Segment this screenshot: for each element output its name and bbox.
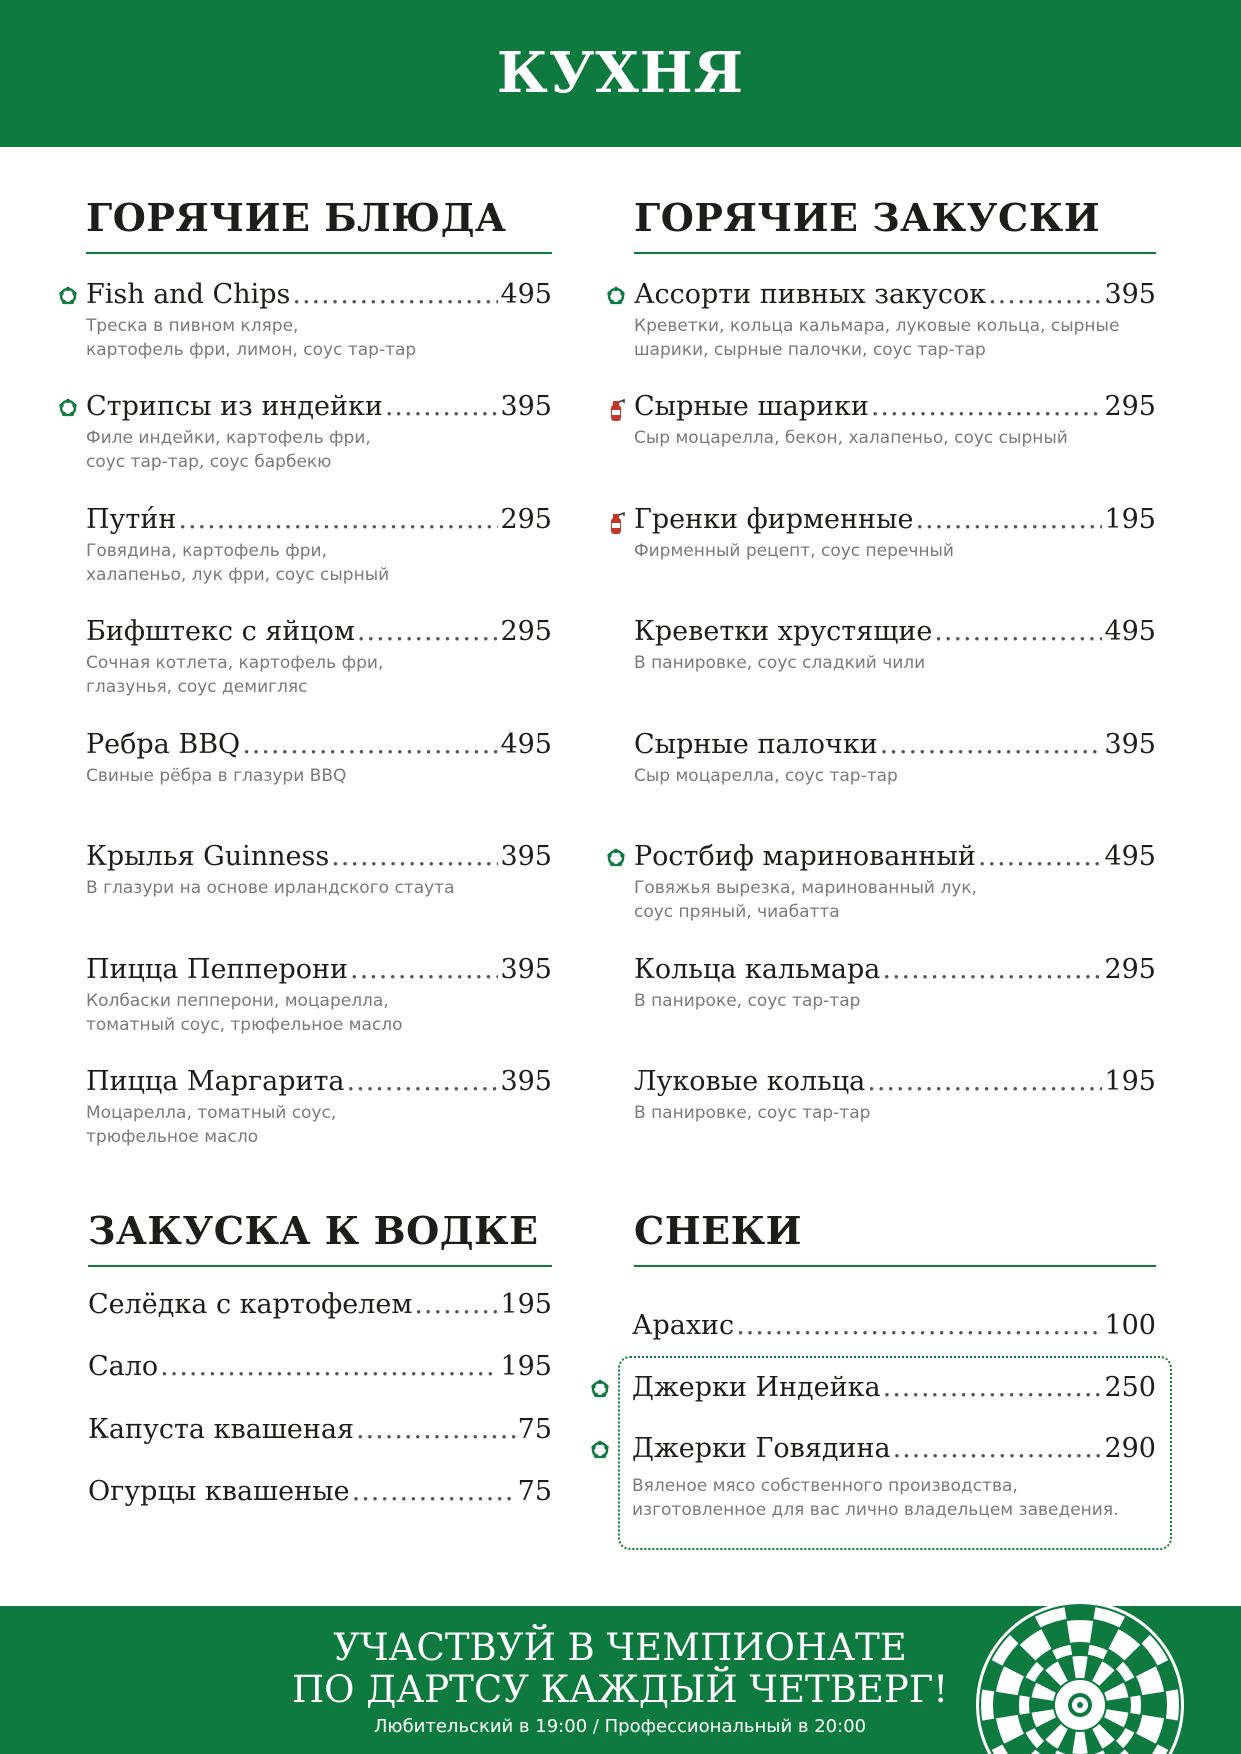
- menu-item: [634, 842, 1156, 924]
- hot-snacks-section: [634, 195, 1156, 254]
- item-name: Стрипсы из индейки: [86, 391, 383, 422]
- menu-item: [86, 955, 552, 1037]
- vodka-snacks-list: [88, 1290, 552, 1530]
- leaf-icon: [590, 1440, 610, 1460]
- item-price: 295: [1104, 391, 1156, 422]
- item-name: Джерки Индейка: [632, 1372, 881, 1403]
- hot-dishes-section: [86, 195, 552, 254]
- menu-item: [634, 392, 1156, 450]
- menu-item: [86, 617, 552, 699]
- item-price: 195: [1104, 1066, 1156, 1097]
- item-price: 295: [500, 616, 552, 647]
- menu-item: [634, 280, 1156, 362]
- item-price: 295: [1104, 954, 1156, 985]
- item-price: 75: [517, 1414, 552, 1445]
- menu-item: [632, 1311, 1156, 1341]
- item-price: 395: [1104, 279, 1156, 310]
- item-name: Fish and Chips: [86, 279, 291, 310]
- menu-item: [88, 1290, 552, 1320]
- item-name: Гренки фирменные: [634, 504, 914, 535]
- dartboard-icon: [975, 1600, 1185, 1754]
- item-description: В глазури на основе ирландского стаута: [86, 878, 455, 898]
- item-description: В панировке, соус сладкий чили: [634, 653, 926, 673]
- menu-item: [634, 505, 1156, 563]
- item-description: Фирменный рецепт, соус перечный: [634, 541, 954, 561]
- menu-item: [86, 280, 552, 362]
- snacks-list: [632, 1311, 1156, 1541]
- item-name: Ростбиф маринованный: [634, 841, 976, 872]
- leaf-icon: [58, 398, 78, 418]
- item-name: Кольца кальмара: [634, 954, 881, 985]
- jerky-note: Вяленое мясо собственного производства, изготовленное для вас лично владельцем заведения.: [632, 1476, 1119, 1520]
- item-description: Креветки, кольца кальмара, луковые кольца, сырные шарики, сырные палочки, соус тар-тар: [634, 316, 1120, 360]
- fire-extinguisher-icon: [606, 511, 626, 531]
- item-price: 495: [500, 279, 552, 310]
- item-price: 395: [500, 1066, 552, 1097]
- item-description: Сочная котлета, картофель фри, глазунья, соус демигляс: [86, 653, 384, 697]
- leaf-icon: [606, 286, 626, 306]
- item-description: Сыр моцарелла, бекон, халапеньо, соус сырный: [634, 428, 1068, 448]
- hot-dishes-list: [86, 280, 552, 1160]
- item-name: Селёдка с картофелем: [88, 1289, 413, 1320]
- item-price: 395: [500, 954, 552, 985]
- item-name: Сало: [88, 1351, 159, 1382]
- menu-item: [86, 1067, 552, 1149]
- menu-item: [86, 392, 552, 474]
- item-price: 100: [1104, 1310, 1156, 1341]
- item-name: Креветки хрустящие: [634, 616, 933, 647]
- item-price: 295: [500, 504, 552, 535]
- menu-item: [634, 955, 1156, 1013]
- item-name: Огурцы квашеные: [88, 1476, 350, 1507]
- item-name: Ассорти пивных закусок: [634, 279, 987, 310]
- hot-dishes-title: ГОРЯЧИЕ БЛЮДА: [86, 195, 552, 254]
- item-price: 195: [500, 1351, 552, 1382]
- menu-item: [632, 1373, 1156, 1403]
- item-price: 495: [1104, 841, 1156, 872]
- item-description: Сыр моцарелла, соус тар-тар: [634, 766, 898, 786]
- snacks-section: [634, 1208, 1156, 1267]
- promo-line-2: ПО ДАРТСУ КАЖДЫЙ ЧЕТВЕРГ!: [291, 1668, 949, 1711]
- item-name: Арахис: [632, 1310, 735, 1341]
- menu-item: [88, 1415, 552, 1445]
- item-name: Сырные шарики: [634, 391, 869, 422]
- menu-item: [86, 730, 552, 788]
- item-price: 195: [1104, 504, 1156, 535]
- menu-item: [634, 617, 1156, 675]
- item-price: 395: [500, 391, 552, 422]
- hot-snacks-list: [634, 280, 1156, 1160]
- item-description: Треска в пивном кляре, картофель фри, лимон, соус тар-тар: [86, 316, 417, 360]
- menu-item: [86, 842, 552, 900]
- item-description: Моцарелла, томатный соус, трюфельное масло: [86, 1103, 337, 1147]
- fire-extinguisher-icon: [606, 398, 626, 418]
- item-name: Пицца Пепперони: [86, 954, 348, 985]
- snacks-title: СНЕКИ: [634, 1208, 1156, 1267]
- page-title: КУХНЯ: [496, 40, 745, 106]
- promo-schedule: Любительский в 19:00 / Профессиональный в 20:00: [373, 1716, 867, 1737]
- item-price: 250: [1104, 1372, 1156, 1403]
- hot-snacks-title: ГОРЯЧИЕ ЗАКУСКИ: [634, 195, 1156, 254]
- vodka-snacks-section: [88, 1208, 552, 1267]
- item-name: Капуста квашеная: [88, 1414, 354, 1445]
- item-name: Пицца Маргарита: [86, 1066, 345, 1097]
- item-price: 75: [517, 1476, 552, 1507]
- item-description: В панироке, соус тар-тар: [634, 991, 861, 1011]
- menu-item: [88, 1352, 552, 1382]
- leaf-icon: [58, 286, 78, 306]
- item-description: Говяжья вырезка, маринованный лук, соус пряный, чиабатта: [634, 878, 977, 922]
- item-name: Сырные палочки: [634, 729, 878, 760]
- leaf-icon: [606, 848, 626, 868]
- item-price: 495: [1104, 616, 1156, 647]
- item-name: Крылья Guinness: [86, 841, 330, 872]
- item-name: Ребра BBQ: [86, 729, 241, 760]
- item-price: 195: [500, 1289, 552, 1320]
- header-bar: [0, 0, 1241, 147]
- menu-item: [632, 1434, 1156, 1522]
- item-description: Филе индейки, картофель фри, соус тар-тар, соус барбекю: [86, 428, 371, 472]
- item-description: В панировке, соус тар-тар: [634, 1103, 871, 1123]
- leaf-icon: [590, 1379, 610, 1399]
- item-name: Пути́н: [86, 504, 177, 535]
- item-description: Свиные рёбра в глазури BBQ: [86, 766, 347, 786]
- vodka-snacks-title: ЗАКУСКА К ВОДКЕ: [88, 1208, 552, 1267]
- item-price: 395: [1104, 729, 1156, 760]
- item-name: Джерки Говядина: [632, 1433, 891, 1464]
- item-description: Колбаски пепперони, моцарелла, томатный соус, трюфельное масло: [86, 991, 403, 1035]
- item-price: 395: [500, 841, 552, 872]
- item-description: Говядина, картофель фри, халапеньо, лук фри, соус сырный: [86, 541, 390, 585]
- menu-item: [634, 730, 1156, 788]
- menu-item: [634, 1067, 1156, 1125]
- item-name: Луковые кольца: [634, 1066, 866, 1097]
- promo-line-1: УЧАСТВУЙ В ЧЕМПИОНАТЕ: [333, 1626, 907, 1669]
- item-price: 290: [1104, 1433, 1156, 1464]
- item-name: Бифштекс с яйцом: [86, 616, 355, 647]
- menu-item: [88, 1477, 552, 1507]
- menu-item: [86, 505, 552, 587]
- item-price: 495: [500, 729, 552, 760]
